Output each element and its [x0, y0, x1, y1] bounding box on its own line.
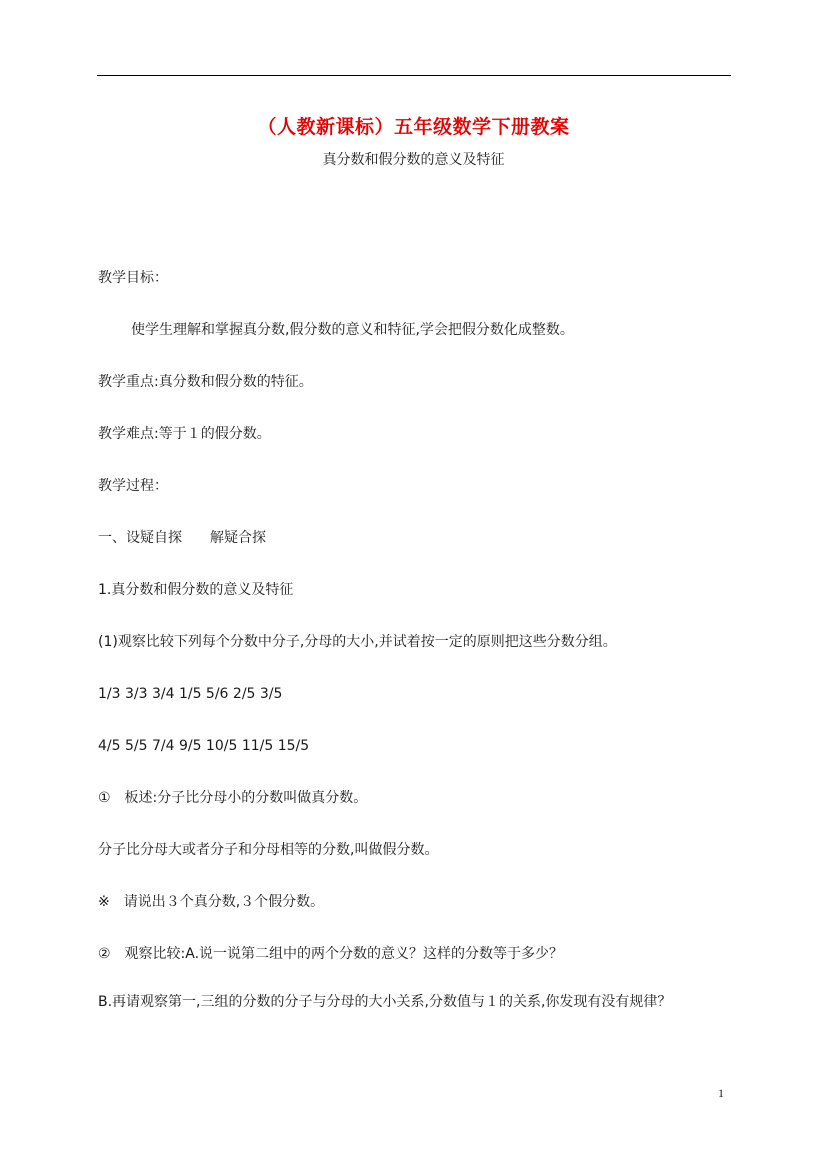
fraction-list-two: 4/5 5/5 7/4 9/5 10/5 11/5 15/5	[98, 738, 310, 754]
observation-question-a: ② 观察比较:A.说一说第二组中的两个分数的意义？这样的分数等于多少？	[98, 946, 564, 962]
observation-question-b: B.再请观察第一,三组的分数的分子与分母的大小关系,分数值与１的关系,你发现有没有规律？	[98, 994, 672, 1010]
teaching-goal-heading: 教学目标：	[98, 270, 168, 286]
proper-fraction-definition: ① 板述:分子比分母小的分数叫做真分数。	[98, 790, 368, 806]
document-title: （人教新课标）五年级数学下册教案	[257, 116, 570, 138]
section-one-heading: 一、设疑自探 解疑合探	[98, 530, 266, 546]
teaching-goal-text: 使学生理解和掌握真分数,假分数的意义和特征,学会把假分数化成整数。	[131, 322, 574, 338]
observation-instruction: (1)观察比较下列每个分数中分子,分母的大小,并试着按一定的原则把这些分数分组。	[98, 634, 617, 650]
teaching-process-heading: 教学过程：	[98, 478, 168, 494]
document-subtitle: 真分数和假分数的意义及特征	[322, 152, 505, 168]
teaching-key-point: 教学重点:真分数和假分数的特征。	[98, 374, 313, 390]
fraction-list-one: 1/3 3/3 3/4 1/5 5/6 2/5 3/5	[98, 686, 283, 702]
header-rule	[97, 75, 731, 76]
teaching-difficulty: 教学难点:等于１的假分数。	[98, 426, 271, 442]
practice-prompt: ※ 请说出３个真分数,３个假分数。	[98, 894, 325, 910]
improper-fraction-definition: 分子比分母大或者分子和分母相等的分数,叫做假分数。	[98, 842, 439, 858]
subsection-one-heading: 1.真分数和假分数的意义及特征	[98, 582, 294, 598]
page-number: 1	[718, 1086, 724, 1100]
